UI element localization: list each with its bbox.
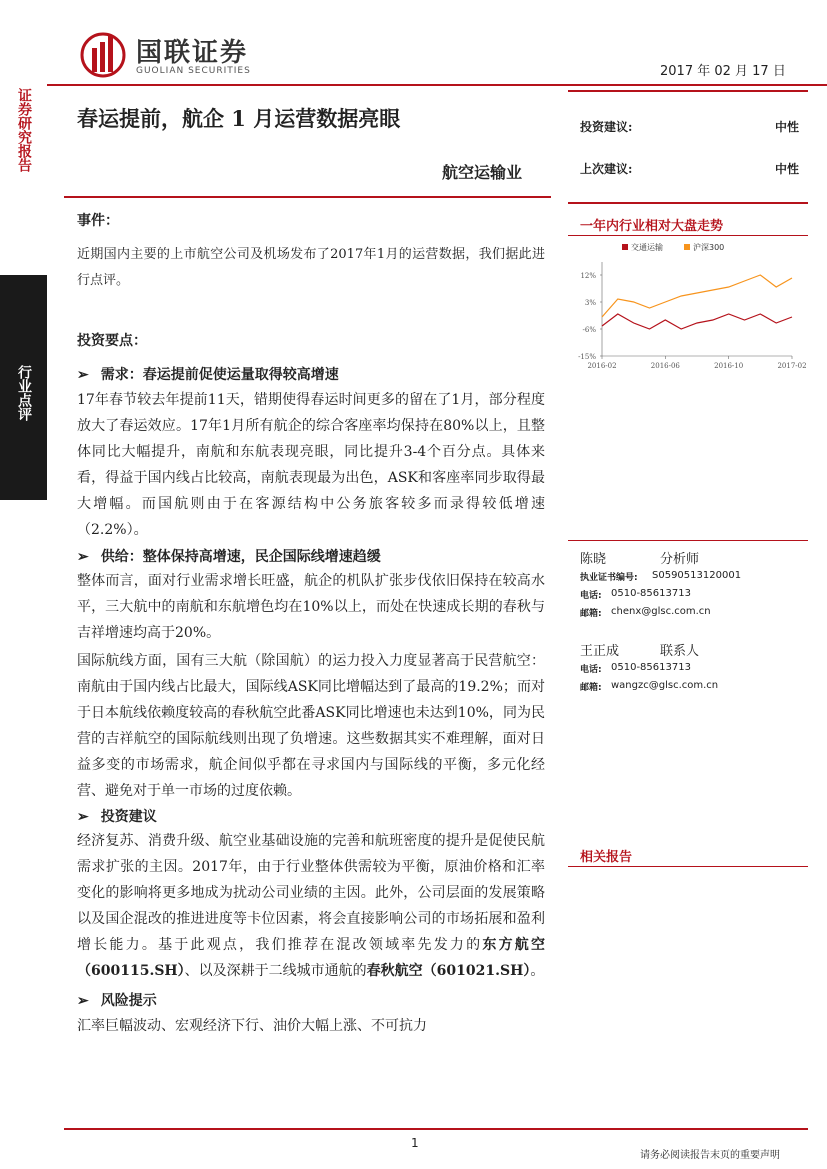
y-tick-label: -15% (578, 353, 596, 361)
prev-label: 上次建议: (580, 162, 633, 176)
sidebar-report-type: 证券研究报告 (16, 88, 32, 172)
supply-text-1: 整体而言，面对行业需求增长旺盛，航企的机队扩张步伐依旧保持在较高水平，三大航中的南航和东航增色均在10%以上，而处在快速成长期的春秋与吉祥增速均高于20%。 (77, 573, 545, 641)
analyst-role: 分析师 (660, 552, 700, 567)
page-number: 1 (411, 1136, 419, 1150)
rating-top-rule (568, 90, 808, 92)
stock-east-airlines: 东方航空（600115.SH） (77, 937, 546, 979)
series-line-交通运输 (602, 314, 792, 329)
demand-text: 17年春节较去年提前11天，错期使得春运时间更多的留在了1月，部分程度放大了春运效应。17年1月所有航企的综合客座率均保持在80%以上，且整体同比大幅提升，南航和东航表现亮眼，同比提升3-4个百分点。具体来看，得益于国内线占比较高，南航表现最为出色，ASK和客座率同步取得最大增幅。而国航则由于在客源结构中公务旅客较多而录得较低增速（2.2%）。 (77, 392, 545, 538)
analyst-email: wangzc@glsc.com.cn (611, 680, 719, 691)
chart-top-rule (568, 202, 808, 204)
analyst-cert-label: 执业证书编号: (580, 573, 638, 583)
analyst-top-rule (568, 540, 808, 541)
analyst-email: chenx@glsc.com.cn (611, 606, 711, 617)
x-tick-label: 2016-10 (714, 362, 744, 370)
logo-mark-icon (80, 32, 126, 78)
y-tick-label: -6% (582, 326, 596, 334)
report-title: 春运提前，航企 1 月运营数据亮眼 (77, 106, 401, 131)
risk-text: 汇率巨幅波动、宏观经济下行、油价大幅上涨、不可抗力 (77, 1018, 427, 1034)
risk-heading: ➢ 风险提示 (77, 993, 157, 1009)
x-tick-label: 2016-06 (650, 362, 680, 370)
sidebar-section-label: 行业点评 (16, 365, 32, 421)
analyst-role: 联系人 (660, 644, 700, 659)
title-bottom-rule (64, 196, 551, 198)
legend-swatch (622, 244, 628, 250)
industry-name: 航空运输业 (442, 163, 523, 182)
legend-label: 交通运输 (631, 243, 663, 252)
points-heading: 投资要点： (77, 333, 147, 349)
sidebar-section (0, 275, 47, 500)
bullet-arrow-icon: ➢ (77, 367, 89, 383)
chart-title-rule (568, 235, 808, 236)
analyst-phone-label: 电话: (580, 591, 602, 601)
event-text: 近期国内主要的上市航空公司及机场发布了2017年1月的运营数据，我们据此进行点评。 (77, 247, 545, 288)
bullet-arrow-icon: ➢ (77, 809, 89, 825)
supply-heading: ➢ 供给：整体保持高增速，民企国际线增速趋缓 (77, 549, 381, 565)
prev-value: 中性 (775, 162, 800, 176)
analyst-phone: 0510-85613713 (611, 588, 691, 599)
series-line-沪深300 (602, 275, 792, 317)
analyst-email-label: 邮箱: (580, 683, 602, 693)
y-tick-label: 12% (580, 272, 596, 280)
event-heading: 事件： (77, 213, 119, 229)
invest-value: 中性 (775, 120, 800, 134)
chart (570, 238, 807, 378)
related-title: 相关报告 (580, 850, 633, 865)
analyst-email-label: 邮箱: (580, 609, 602, 619)
bullet-arrow-icon: ➢ (77, 993, 89, 1009)
legend-label: 沪深300 (693, 243, 725, 252)
related-rule (568, 866, 808, 867)
header-rule (47, 84, 827, 86)
analyst-phone-label: 电话: (580, 665, 602, 675)
analyst-cert: S0590513120001 (652, 570, 742, 581)
demand-heading: ➢ 需求：春运提前促使运量取得较高增速 (77, 367, 339, 383)
advice-text: 经济复苏、消费升级、航空业基础设施的完善和航班密度的提升是促使民航需求扩张的主因。2017年，由于行业整体供需较为平衡，原油价格和汇率变化的影响将更多地成为扰动公司业绩的主因。此外，公司层面的发展策略以及国企混改的推进进度等卡位因素，将会直接影响公司的市场拓展和盈利增长能力。基于此观点，我们推荐在混改领域率先发力的东方航空（600115.SH）、以及深耕于二线城市通航的春秋航空（601021.SH）。 (77, 833, 546, 979)
sidebar-top (0, 82, 47, 272)
analyst-phone: 0510-85613713 (611, 662, 691, 673)
invest-label: 投资建议: (580, 120, 633, 134)
analyst-name: 陈晓 (580, 552, 607, 567)
bullet-arrow-icon: ➢ (77, 549, 89, 565)
footer-disclaimer: 请务必阅读报告末页的重要声明 (640, 1150, 780, 1161)
stock-spring-airlines: 春秋航空（601021.SH） (366, 963, 531, 979)
supply-text-2: 国际航线方面，国有三大航（除国航）的运力投入力度显著高于民营航空：南航由于国内线占比最大，国际线ASK同比增幅达到了最高的19.2%；而对于日本航线依赖度较高的春秋航空此番ASK同比增速也未达到10%，同为民营的吉祥航空的国际航线则出现了负增速。这些数据其实不难理解，面对日益多变的市场需求，航企间似乎都在寻求国内与国际线的平衡，多元化经营、避免对于单一市场的过度依赖。 (77, 653, 545, 799)
legend-swatch (684, 244, 690, 250)
x-tick-label: 2016-02 (587, 362, 617, 370)
y-tick-label: 3% (584, 299, 596, 307)
footer-rule (64, 1128, 808, 1130)
report-date: 2017 年 02 月 17 日 (660, 64, 786, 79)
analyst-name: 王正成 (580, 644, 620, 659)
chart-section-title: 一年内行业相对大盘走势 (580, 219, 724, 234)
company-name-en: GUOLIAN SECURITIES (136, 66, 251, 76)
x-tick-label: 2017-02 (777, 362, 807, 370)
company-name-cn: 国联证券 (136, 38, 249, 68)
logo (80, 30, 300, 80)
advice-heading: ➢ 投资建议 (77, 809, 157, 825)
